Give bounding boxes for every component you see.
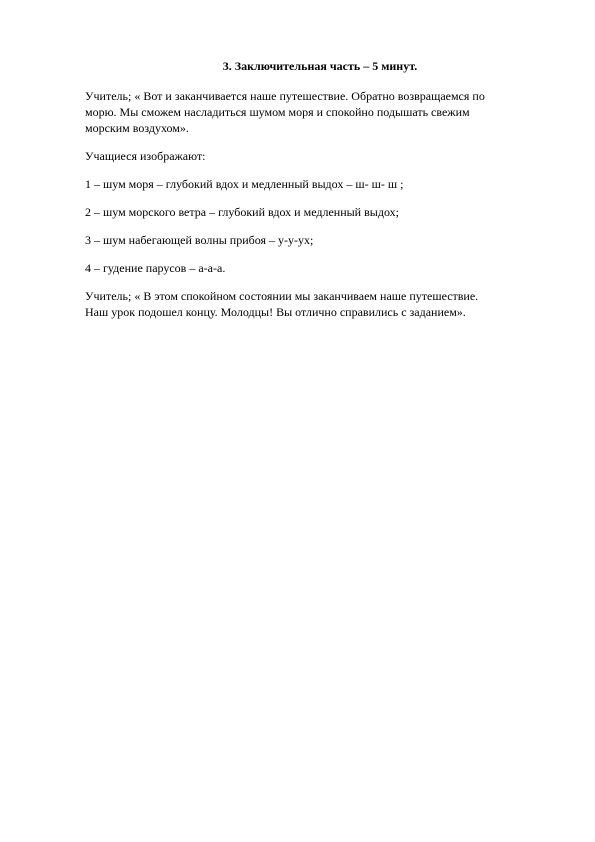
paragraph-line: Учитель; « Вот и заканчивается наше путешествие. Обратно возвращаемся по xyxy=(85,89,485,103)
paragraph-line: Учитель; « В этом спокойном состоянии мы заканчиваем наше путешествие. xyxy=(85,289,479,303)
list-item: 4 – гудение парусов – а-а-а. xyxy=(85,261,226,275)
teacher-outro-paragraph xyxy=(85,288,555,320)
paragraph-line: морским воздухом». xyxy=(85,121,189,135)
list-item: 1 – шум моря – глубокий вдох и медленный выдох – ш- ш- ш ; xyxy=(85,177,404,191)
list-item: 3 – шум набегающей волны прибоя – у-у-ух; xyxy=(85,233,314,247)
document-content xyxy=(85,58,555,332)
students-label: Учащиеся изображают: xyxy=(85,149,206,163)
paragraph-line: морю. Мы сможем насладиться шумом моря и спокойно подышать свежим xyxy=(85,105,470,119)
list-item: 2 – шум морского ветра – глубокий вдох и медленный выдох; xyxy=(85,205,399,219)
teacher-intro-paragraph xyxy=(85,88,555,136)
paragraph-line: Наш урок подошел концу. Молодцы! Вы отлично справились с заданием». xyxy=(85,305,466,319)
section-title: 3. Заключительная часть – 5 минут. xyxy=(222,59,418,73)
